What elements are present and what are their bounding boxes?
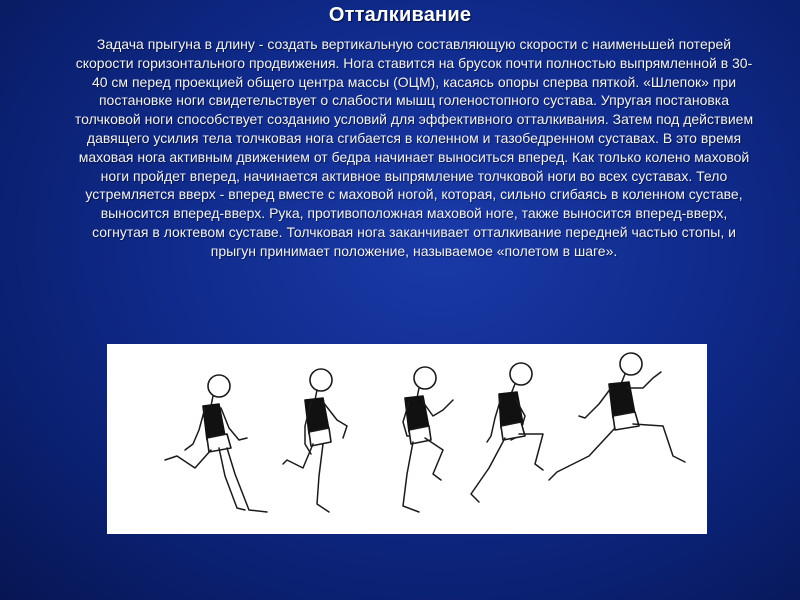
athlete-figure-2 — [283, 369, 347, 512]
athlete-figure-3 — [403, 367, 453, 512]
body-text: Задача прыгуна в длину - создать вертикальную составляющую скорости с наименьшей потерей скорости горизонтального продвижения. Нога ставится на брусок почти полностью выпрямленной в 30-40 см перед проекцией общего центра массы (ОЦМ), касаясь опоры сперва пяткой. «Шлепок» при постановке ноги свидетельствует о слабости мышц голеностопного сустава. Упругая постановка толчковой ноги способствует созданию условий для эффективного отталкивания. Затем под действием давящего усилия тела толчковая нога сгибается в коленном и тазобедренном суставах. В это время маховая нога активным движением от бедра начинает выноситься вперед. Как только колено маховой ноги пройдет вперед, начинается активное выпрямление толчковой ноги во всех суставах. Тело устремляется вверх - вперед вместе с маховой ногой, которая, сильно сгибаясь в коленном суставе, выносится вперед-вверх. Рука, противоположная маховой ноге, также выносится вперед-вверх, согнутая в локтевом суставе. Толчковая нога заканчивает отталкивание передней частью стопы, и прыгун принимает положение, называемое «полетом в шаге». — [74, 36, 754, 259]
takeoff-phase-illustration — [107, 344, 707, 534]
athlete-figure-1 — [165, 375, 267, 512]
athlete-figure-5 — [549, 353, 685, 480]
athlete-sequence-drawing — [107, 344, 707, 534]
athlete-figure-4 — [471, 363, 543, 502]
slide-title: Отталкивание — [328, 4, 472, 26]
